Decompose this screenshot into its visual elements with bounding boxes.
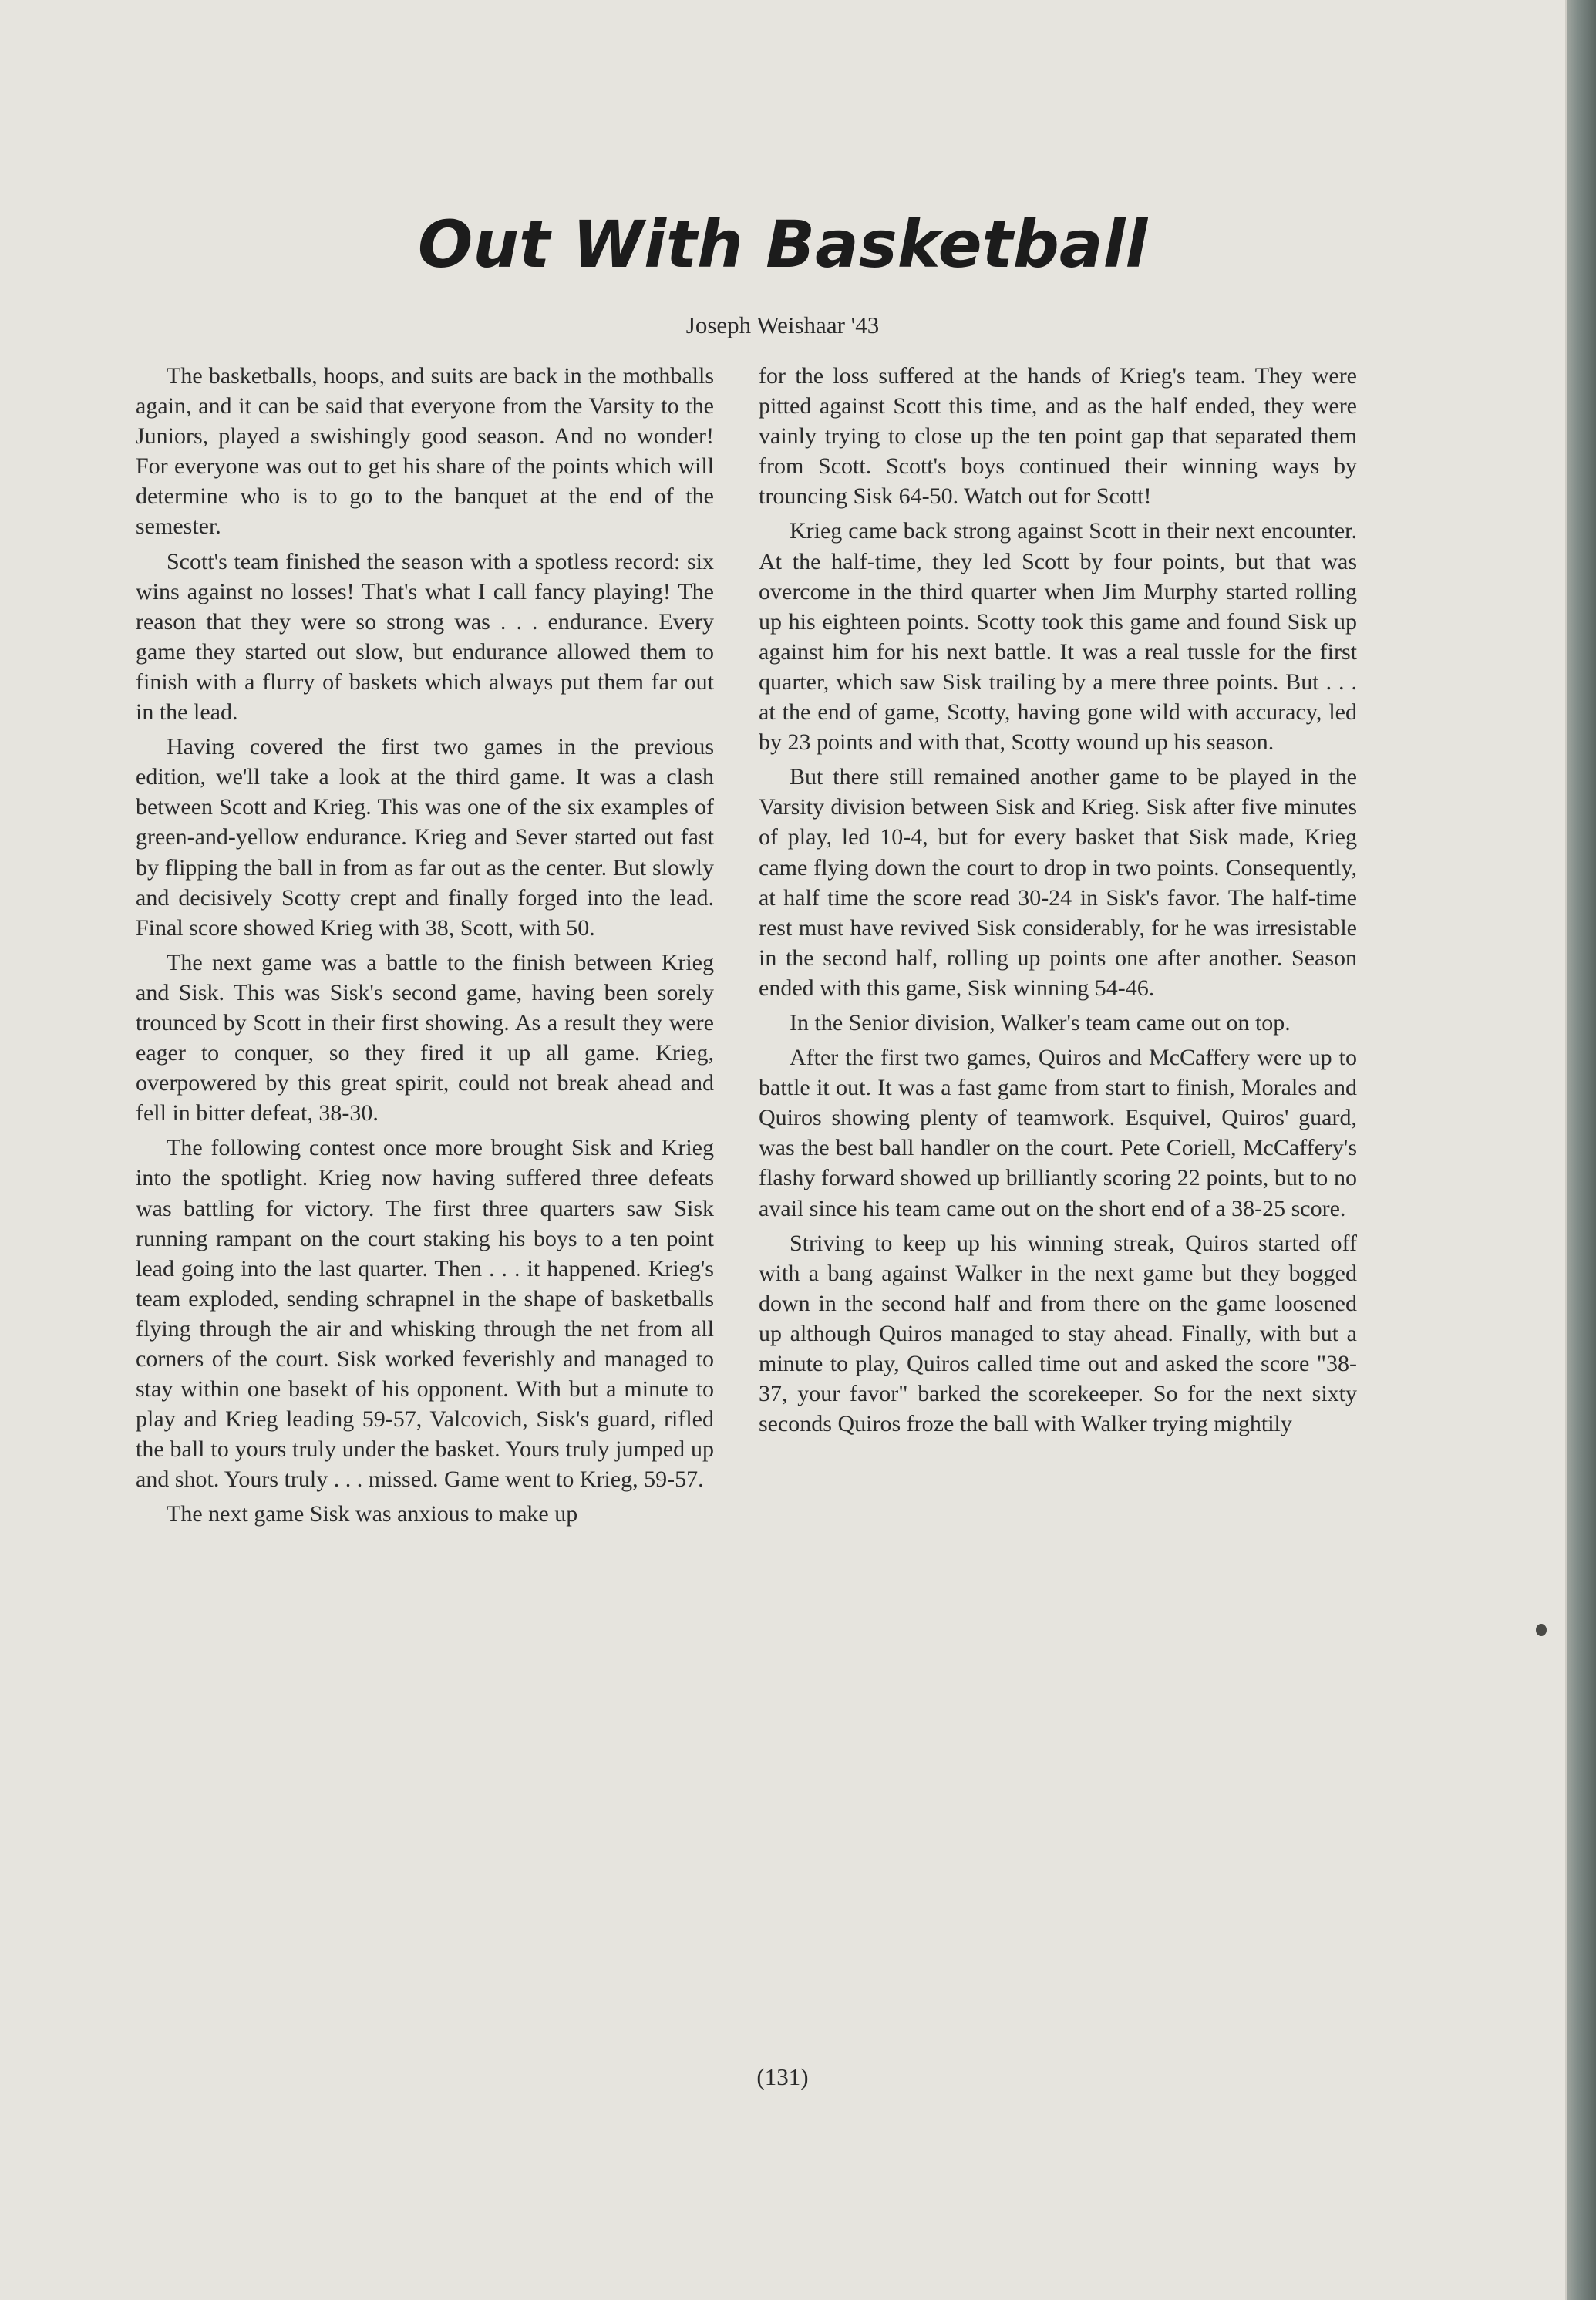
paragraph: Krieg came back strong against Scott in their next encounter. At the half-time, they led Scott by four points, but that was overcome in the third quarter when Jim Murphy started rolling up his eighteen points. Scotty took this game and found Sisk up against him for his next battle. It was a real tussle for the first quarter, which saw Sisk trailing by a mere three points. But . . . at the end of game, Scotty, having gone wild with accuracy, led by 23 points and with that, Scotty wound up his season. (759, 518, 1357, 756)
page-number: (131) (756, 2063, 809, 2090)
paragraph: The basketballs, hoops, and suits are back in the mothballs again, and it can be said that everyone from the Varsity to the Juniors, played a swishingly good season. And no wonder! For everyone was out to get his share of the points which will determine who is to go to the banquet at the end of the semester. (136, 363, 714, 540)
paragraph: The following contest once more brought Sisk and Krieg into the spotlight. Krieg now having suffered three defeats was battling for victory. The first three quarters saw Sisk running rampant on the court staking his boys to a ten point lead going into the last quarter. Then . . . it happened. Krieg's team exploded, sending schrapnel in the shape of basketballs flying through the air and whisking through the net from all corners of the court. Sisk worked feverishly and managed to stay within one basekt of his opponent. With but a minute to play and Krieg leading 59-57, Valcovich, Sisk's guard, rifled the ball to yours truly under the basket. Yours truly jumped up and shot. Yours truly . . . missed. Game went to Krieg, 59-57. (136, 1135, 714, 1493)
paragraph: But there still remained another game to be played in the Varsity division between Sisk and Krieg. Sisk after five minutes of play, led 10-4, but for every basket that Sisk made, Krieg came flying down the court to drop in two points. Consequently, at half time the score read 30-24 in Sisk's favor. The half-time rest must have revived Sisk considerably, for he was irresistable in the second half, rolling up points one after another. Season ended with this game, Sisk winning 54-46. (759, 764, 1357, 1001)
paragraph-continued: for the loss suffered at the hands of Krieg's team. They were pitted against Scott this time, and as the half ended, they were vainly trying to close up the ten point gap that separated them from Scott. Scott's boys continued their winning ways by trouncing Sisk 64-50. Watch out for Scott! (759, 363, 1357, 510)
article-title: Out With Basketball (417, 207, 1148, 282)
paragraph: Having covered the first two games in the previous edition, we'll take a look at the third game. It was a clash between Scott and Krieg. This was one of the six examples of green-and-yellow endurance. Krieg and Sever started out fast by flipping the ball in from as far out as the center. But slowly and decisively Scotty crept and finally forged into the lead. Final score showed Krieg with 38, Scott, with 50. (136, 734, 714, 941)
paragraph: Striving to keep up his winning streak, Quiros started off with a bang against Walker in the next game but they bogged down in the second half and from there on the game loosened up although Quiros managed to stay ahead. Finally, with but a minute to play, Quiros called time out and asked the score "38-37, your favor" barked the scorekeeper. So for the next sixty seconds Quiros froze the ball with Walker trying mightily (759, 1230, 1357, 1437)
ink-speck (1536, 1624, 1547, 1636)
paragraph: Scott's team finished the season with a spotless record: six wins against no losses! That's what I call fancy playing! The reason that they were so strong was . . . endurance. Every game they started out slow, but endurance allowed them to finish with a flurry of baskets which always put them far out in the lead. (136, 548, 714, 726)
binding-edge (1567, 0, 1596, 2300)
paragraph: The next game Sisk was anxious to make up (167, 1501, 578, 1527)
paragraph: In the Senior division, Walker's team came out on top. (790, 1009, 1291, 1036)
right-text-column (759, 361, 1357, 1443)
article-byline: Joseph Weishaar '43 (685, 311, 880, 338)
paragraph: After the first two games, Quiros and McCaffery were up to battle it out. It was a fast game from start to finish, Morales and Quiros showing plenty of teamwork. Esquivel, Quiros' guard, was the best ball handler on the court. Pete Coriell, McCaffery's flashy forward showed up brilliantly scoring 22 points, but to no avail since his team came out on the short end of a 38-25 score. (759, 1045, 1357, 1221)
left-text-column (136, 361, 714, 1534)
paragraph: The next game was a battle to the finish between Krieg and Sisk. This was Sisk's second game, having been sorely trounced by Scott in their first showing. As a result they were eager to conquer, so they fired it up all game. Krieg, overpowered by this great spirit, could not break ahead and fell in bitter defeat, 38-30. (136, 949, 714, 1126)
